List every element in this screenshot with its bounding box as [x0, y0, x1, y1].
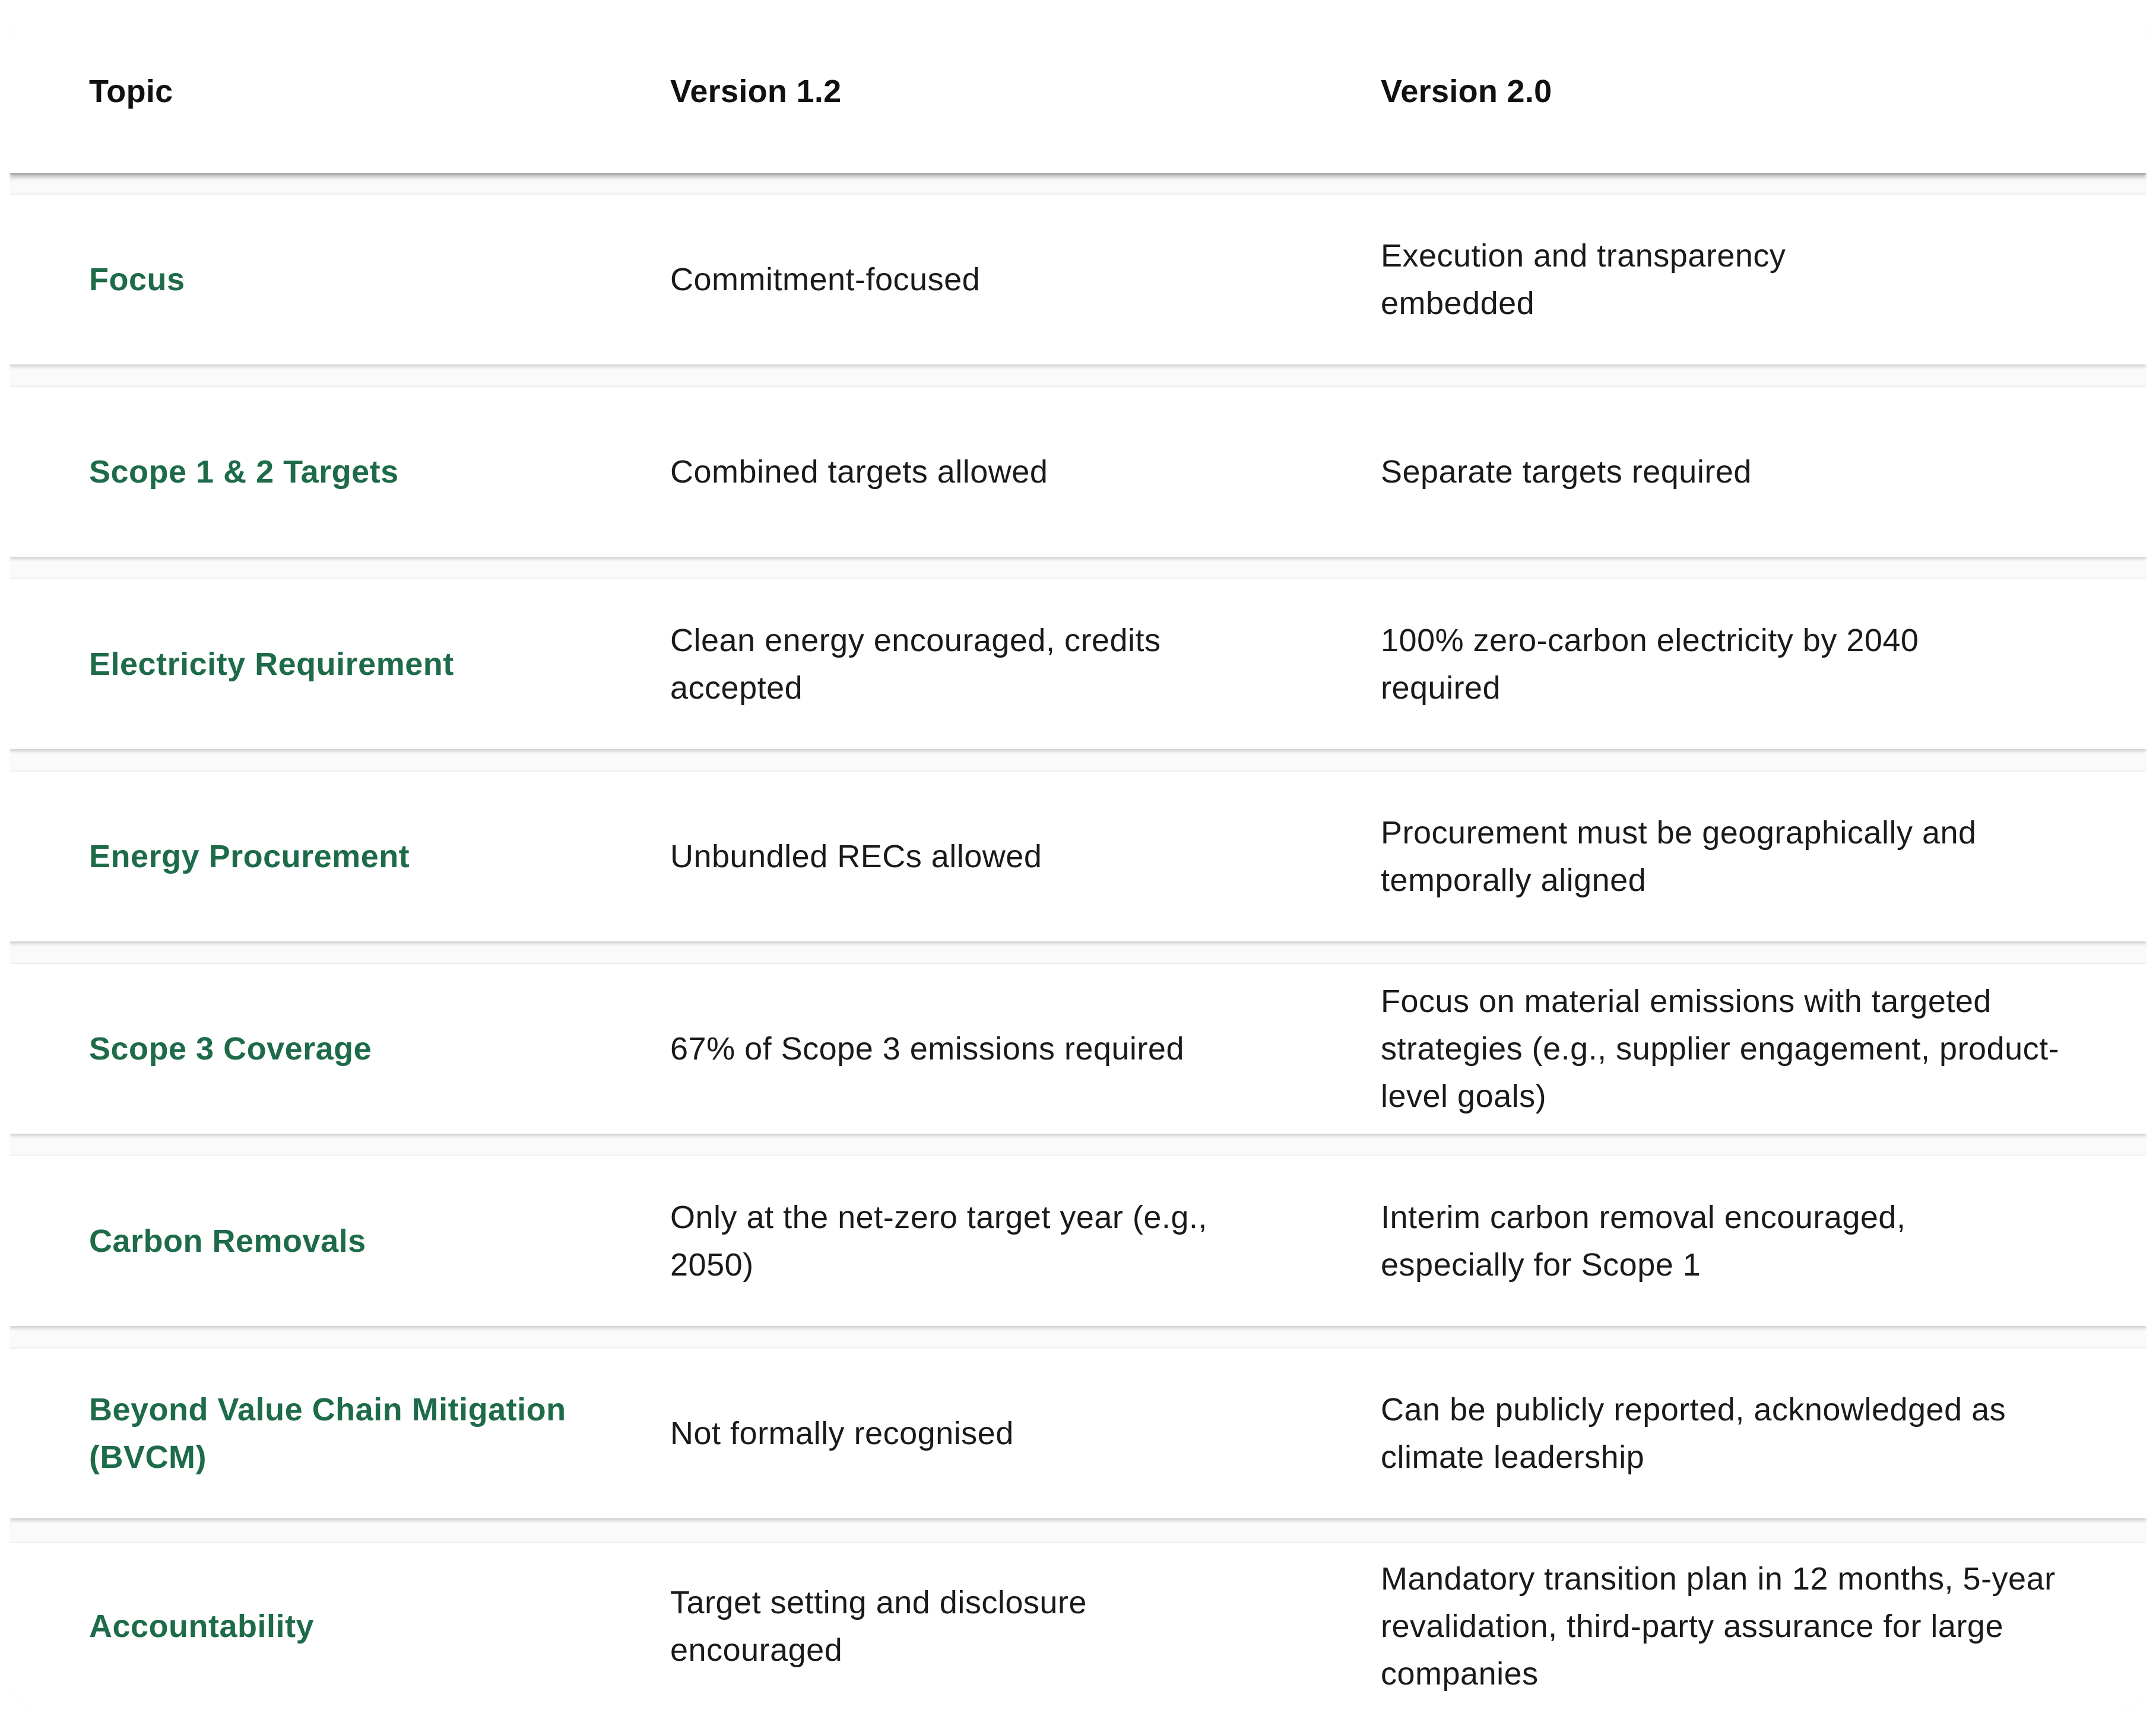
topic-cell: [89, 964, 623, 1134]
header-version-1-2-label: Version 1.2: [670, 74, 842, 109]
row-topic: Focus: [89, 262, 185, 297]
comparison-table: [9, 9, 2147, 1709]
table-row: [9, 1349, 2147, 1518]
table-row: [9, 772, 2147, 941]
row-version-1-2-value: Unbundled RECs allowed: [670, 839, 1042, 874]
version-1-2-cell: [670, 1543, 1311, 1709]
row-version-1-2-value: 67% of Scope 3 emissions required: [670, 1031, 1184, 1067]
table-row: [9, 195, 2147, 364]
topic-cell: [89, 195, 623, 364]
version-2-0-cell: [1381, 1156, 2081, 1326]
row-version-2-0-value: 100% zero-carbon electricity by 2040 required: [1381, 623, 1919, 706]
table-header: [9, 9, 2147, 173]
version-2-0-cell: [1381, 1543, 2081, 1709]
row-version-1-2-value: Commitment-focused: [670, 262, 981, 297]
row-topic: Energy Procurement: [89, 839, 410, 874]
topic-cell: [89, 772, 623, 941]
version-2-0-cell: [1381, 579, 2081, 749]
row-topic: Accountability: [89, 1609, 315, 1644]
row-version-2-0-value: Mandatory transition plan in 12 months, 5-year revalidation, third-party assurance for large companies: [1381, 1561, 2056, 1692]
topic-cell: [89, 387, 623, 557]
version-1-2-cell: [670, 1156, 1311, 1326]
version-2-0-cell: [1381, 964, 2081, 1134]
table-row: [9, 579, 2147, 749]
row-version-1-2-value: Target setting and disclosure encouraged: [670, 1585, 1087, 1668]
row-topic: Electricity Requirement: [89, 646, 454, 682]
version-2-0-cell: [1381, 1349, 2081, 1518]
row-version-2-0-value: Focus on material emissions with targeted strategies (e.g., supplier engagement, product-level goals): [1381, 984, 2060, 1114]
row-version-1-2-value: Only at the net-zero target year (e.g., 2050): [670, 1200, 1207, 1283]
version-1-2-cell: [670, 579, 1311, 749]
topic-cell: [89, 579, 623, 749]
header-version-2-0-cell: [1381, 9, 2081, 173]
header-topic-label: Topic: [89, 74, 173, 109]
version-2-0-cell: [1381, 195, 2081, 364]
row-version-2-0-value: Interim carbon removal encouraged, especially for Scope 1: [1381, 1200, 1906, 1283]
table-row: [9, 1543, 2147, 1709]
row-version-2-0-value: Procurement must be geographically and temporally aligned: [1381, 815, 1977, 898]
row-version-2-0-value: Execution and transparency embedded: [1381, 238, 1786, 321]
version-2-0-cell: [1381, 772, 2081, 941]
table-row: [9, 387, 2147, 557]
row-topic: Scope 3 Coverage: [89, 1031, 372, 1067]
header-topic-cell: [89, 9, 623, 173]
row-topic: Carbon Removals: [89, 1223, 366, 1259]
row-topic: Scope 1 & 2 Targets: [89, 454, 399, 490]
version-2-0-cell: [1381, 387, 2081, 557]
header-version-2-0-label: Version 2.0: [1381, 74, 1552, 109]
version-1-2-cell: [670, 387, 1311, 557]
topic-cell: [89, 1349, 623, 1518]
row-version-1-2-value: Combined targets allowed: [670, 454, 1048, 490]
version-1-2-cell: [670, 772, 1311, 941]
row-version-1-2-value: Clean energy encouraged, credits accepted: [670, 623, 1161, 706]
table-row: [9, 1156, 2147, 1326]
row-version-1-2-value: Not formally recognised: [670, 1416, 1014, 1451]
table-row: [9, 964, 2147, 1134]
row-version-2-0-value: Can be publicly reported, acknowledged as climate leadership: [1381, 1392, 2006, 1475]
topic-cell: [89, 1543, 623, 1709]
header-version-1-2-cell: [670, 9, 1311, 173]
row-topic: Beyond Value Chain Mitigation (BVCM): [89, 1392, 566, 1475]
topic-cell: [89, 1156, 623, 1326]
version-1-2-cell: [670, 1349, 1311, 1518]
version-1-2-cell: [670, 195, 1311, 364]
row-version-2-0-value: Separate targets required: [1381, 454, 1752, 490]
version-1-2-cell: [670, 964, 1311, 1134]
